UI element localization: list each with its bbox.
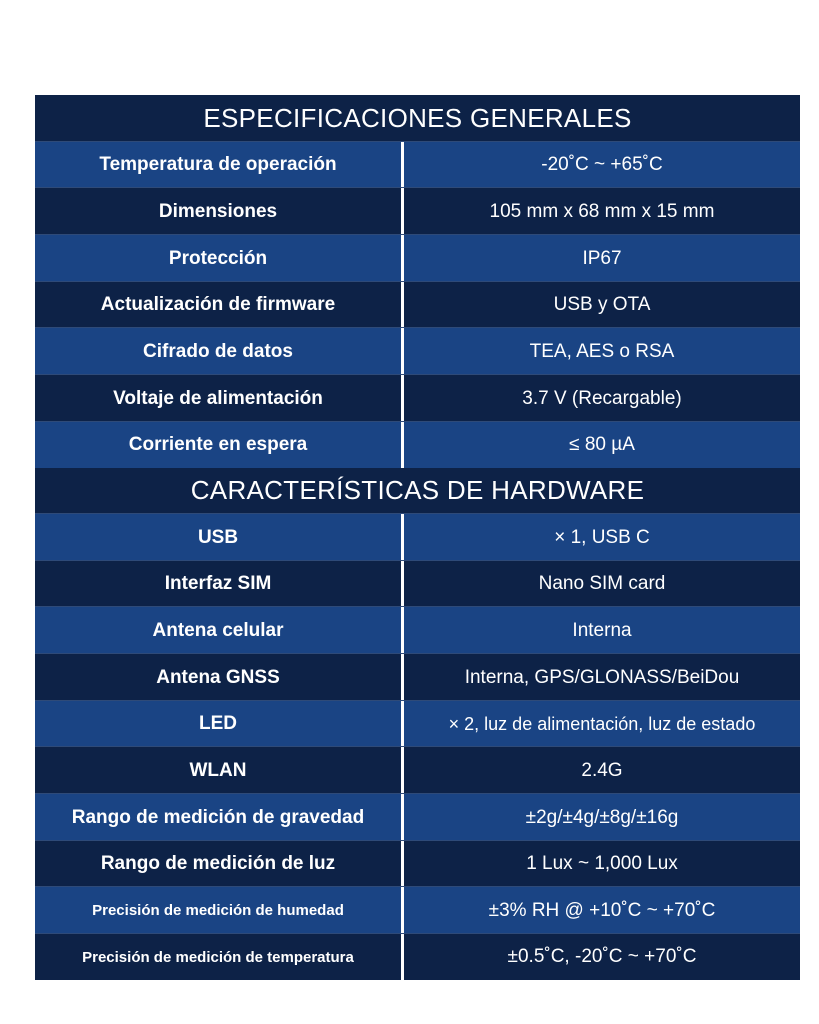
row-label: USB — [197, 526, 239, 548]
row-value: USB y OTA — [553, 294, 651, 315]
table-row — [35, 933, 800, 980]
table-row — [35, 421, 800, 468]
row-value: 2.4G — [581, 759, 623, 781]
table-row — [35, 560, 800, 607]
table-row — [35, 606, 800, 654]
table-row — [35, 793, 800, 841]
row-label: Rango de medición de luz — [100, 853, 336, 874]
row-label: Interfaz SIM — [164, 573, 272, 594]
section-title-general: ESPECIFICACIONES GENERALES — [203, 102, 632, 133]
row-value: IP67 — [582, 247, 622, 269]
row-label: Dimensiones — [158, 200, 278, 222]
table-row — [35, 374, 800, 422]
row-value: TEA, AES o RSA — [529, 340, 675, 362]
table-row — [35, 513, 800, 561]
row-value: ≤ 80 µA — [569, 434, 635, 455]
table-row — [35, 187, 800, 235]
row-label: Precisión de medición de humedad — [92, 902, 344, 919]
row-label: Antena GNSS — [156, 666, 280, 688]
table-row — [35, 700, 800, 747]
table-row — [35, 653, 800, 701]
row-label: WLAN — [189, 759, 247, 781]
row-value: Interna — [572, 619, 632, 641]
row-label: Actualización de firmware — [100, 294, 336, 315]
row-value: Interna, GPS/GLONASS/BeiDou — [464, 666, 740, 688]
row-value: -20˚C ~ +65˚C — [541, 154, 663, 175]
row-label: Antena celular — [152, 619, 284, 641]
table-row — [35, 746, 800, 794]
row-value: × 1, USB C — [554, 526, 650, 548]
row-value: ±0.5˚C, -20˚C ~ +70˚C — [507, 946, 697, 967]
row-label: Temperatura de operación — [99, 154, 337, 175]
table-row — [35, 327, 800, 375]
table-row — [35, 141, 800, 188]
table-row — [35, 886, 800, 934]
row-label: Protección — [168, 247, 268, 269]
spec-table — [35, 95, 800, 979]
row-value: 3.7 V (Recargable) — [522, 387, 682, 409]
row-label: Rango de medición de gravedad — [71, 806, 365, 828]
table-row — [35, 840, 800, 887]
row-label: Precisión de medición de temperatura — [82, 948, 354, 966]
row-value: 105 mm x 68 mm x 15 mm — [489, 200, 715, 222]
table-row — [35, 234, 800, 282]
row-value: ±2g/±4g/±8g/±16g — [525, 806, 679, 828]
row-value: × 2, luz de alimentación, luz de estado — [448, 713, 756, 734]
row-label: Cifrado de datos — [143, 340, 293, 362]
table-row — [35, 281, 800, 328]
row-value: ±3% RH @ +10˚C ~ +70˚C — [488, 899, 716, 921]
row-label: Voltaje de alimentación — [113, 387, 323, 409]
section-title-hardware: CARACTERÍSTICAS DE HARDWARE — [190, 474, 645, 505]
row-label: LED — [199, 713, 237, 734]
row-value: 1 Lux ~ 1,000 Lux — [526, 853, 678, 874]
row-value: Nano SIM card — [538, 573, 666, 594]
row-label: Corriente en espera — [128, 434, 308, 455]
